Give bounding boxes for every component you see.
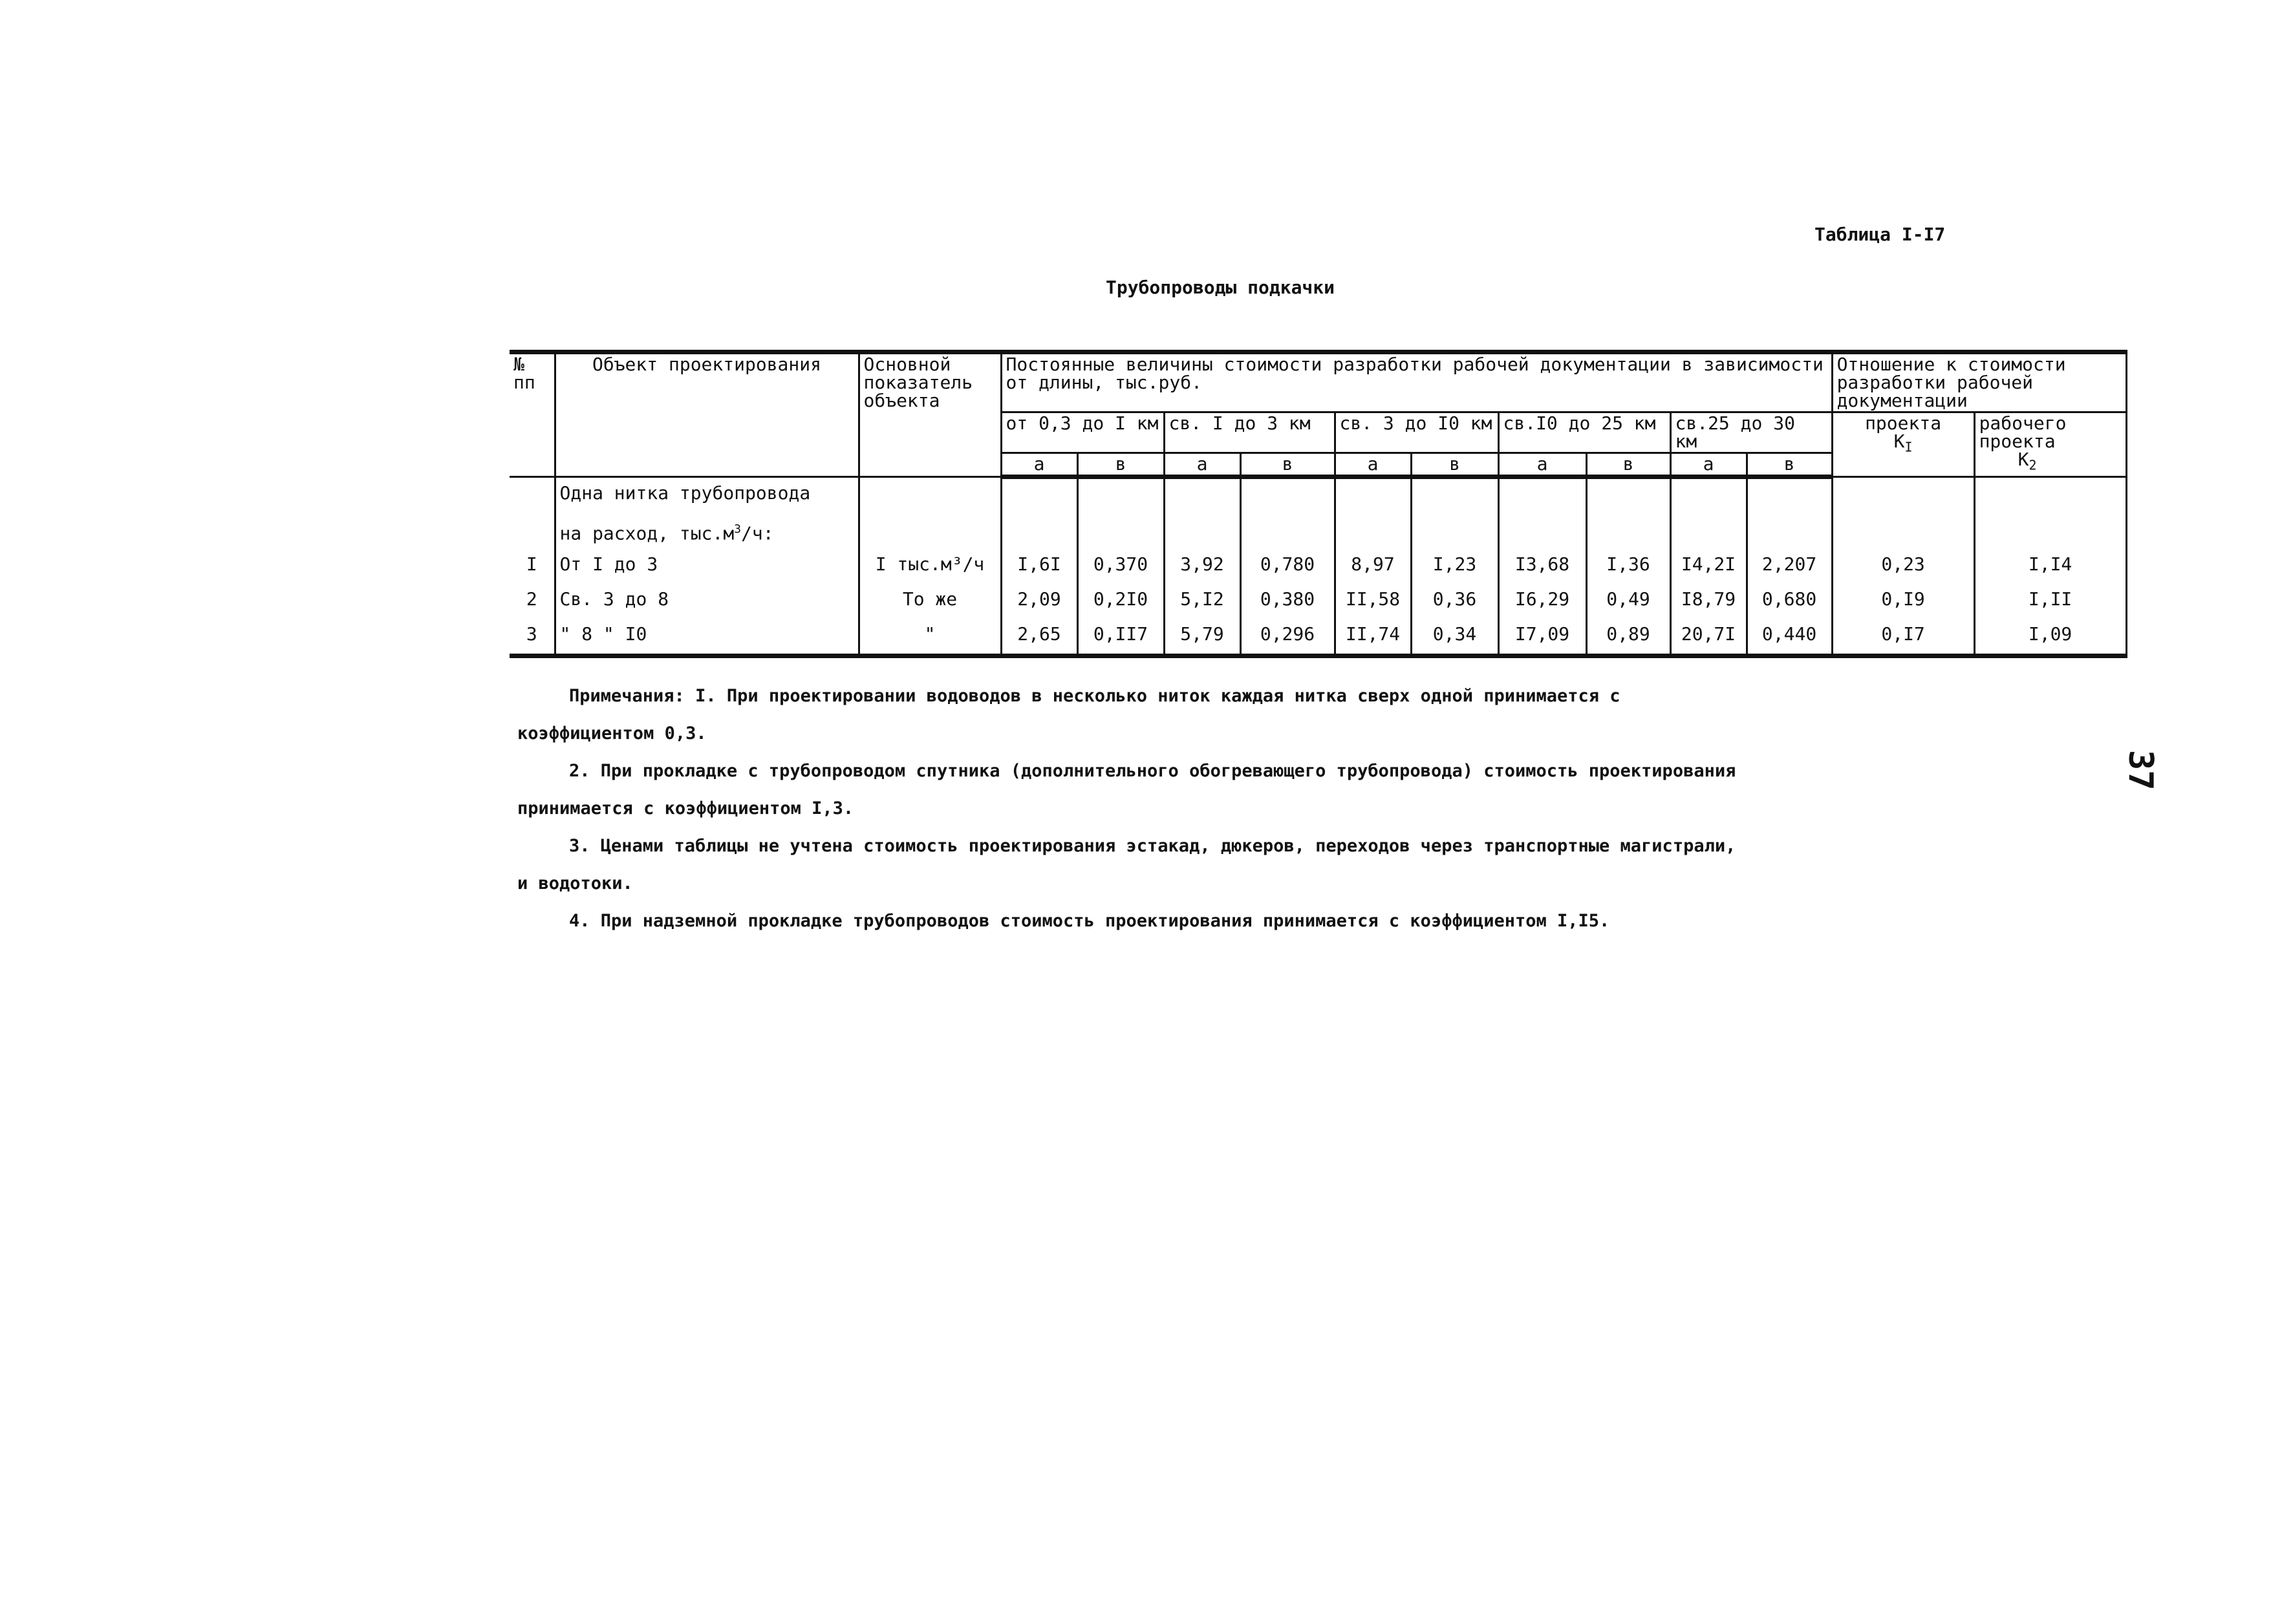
cell-value: 5,I2 <box>1164 584 1240 619</box>
cell-value: 0,370 <box>1077 549 1164 584</box>
header-a: а <box>1335 453 1411 477</box>
group-label-line1: Одна нитка трубопровода <box>555 477 859 515</box>
k2-subscript: 2 <box>2029 457 2037 473</box>
cell-value: 0,II7 <box>1077 619 1164 656</box>
table-row <box>510 619 2126 656</box>
header-a: а <box>1498 453 1586 477</box>
cell-value: 0,680 <box>1747 584 1832 619</box>
header-range-2: св. I до 3 км <box>1164 412 1335 453</box>
cell-value: II,74 <box>1335 619 1411 656</box>
header-range-4: св.I0 до 25 км <box>1498 412 1670 453</box>
cell-value: 0,36 <box>1411 584 1498 619</box>
cell-value: 5,79 <box>1164 619 1240 656</box>
k2-label: K <box>2018 449 2029 470</box>
cell-k1: 0,I7 <box>1832 619 1974 656</box>
table-header <box>510 352 2126 477</box>
header-a: а <box>1001 453 1077 477</box>
note-line: Примечания: I. При проектировании водоводов в несколько ниток каждая нитка сверх одной принимается с <box>569 686 1620 706</box>
cell-value: I3,68 <box>1498 549 1586 584</box>
cell-value: I4,2I <box>1670 549 1747 584</box>
cell-value: I,6I <box>1001 549 1077 584</box>
note-line: принимается с коэффициентом I,3. <box>517 798 854 818</box>
cell-value: 20,7I <box>1670 619 1747 656</box>
group-row-1 <box>510 477 2126 515</box>
cell-value: I,23 <box>1411 549 1498 584</box>
cost-table-container <box>510 350 2126 658</box>
header-range-3: св. 3 до I0 км <box>1335 412 1498 453</box>
table-body <box>510 477 2126 656</box>
header-object: Объект проектирования <box>555 352 859 477</box>
row-indicator: I тыс.м³/ч <box>859 549 1001 584</box>
cell-value: 2,65 <box>1001 619 1077 656</box>
group-label-line2 <box>555 514 859 549</box>
cell-value: 2,207 <box>1747 549 1832 584</box>
cell-value: 0,440 <box>1747 619 1832 656</box>
header-ratio-working <box>1974 412 2126 477</box>
cell-value: 0,2I0 <box>1077 584 1164 619</box>
cell-value: 0,380 <box>1240 584 1335 619</box>
note-line: 4. При надземной прокладке трубопроводов стоимость проектирования принимается с коэффициентом I,I5. <box>569 911 1610 931</box>
k1-subscript: I <box>1904 439 1913 455</box>
header-b: в <box>1411 453 1498 477</box>
row-indicator: " <box>859 619 1001 656</box>
table-label: Таблица I-I7 <box>1814 224 1946 245</box>
cell-value: 0,49 <box>1586 584 1670 619</box>
group-label-end: /ч: <box>741 522 774 544</box>
cell-value: I,36 <box>1586 549 1670 584</box>
header-constants: Постоянные величины стоимости разработки рабочей документации в зависимости от длины, тыс.руб. <box>1001 352 1832 412</box>
header-ratio: Отношение к стоимости разработки рабочей документации <box>1832 352 2126 412</box>
cell-k2: I,I4 <box>1974 549 2126 584</box>
cell-k1: 0,I9 <box>1832 584 1974 619</box>
cell-value: I7,09 <box>1498 619 1586 656</box>
header-num: № пп <box>510 352 555 477</box>
cell-value: 0,296 <box>1240 619 1335 656</box>
row-indicator: То же <box>859 584 1001 619</box>
group-label-text: на расход, тыс.м <box>559 522 735 544</box>
header-range-1: от 0,3 до I км <box>1001 412 1164 453</box>
row-num: 3 <box>510 619 555 656</box>
k1-label: K <box>1893 431 1905 452</box>
group-label-sup: 3 <box>734 522 742 536</box>
ratio-working-label: рабочего проекта <box>1979 412 2067 452</box>
row-num: I <box>510 549 555 584</box>
header-a: а <box>1670 453 1747 477</box>
cell-k2: I,09 <box>1974 619 2126 656</box>
cell-value: I8,79 <box>1670 584 1747 619</box>
header-indicator: Основной показатель объекта <box>859 352 1001 477</box>
row-object: Св. 3 до 8 <box>555 584 859 619</box>
note-line: 2. При прокладке с трубопроводом спутника (дополнительного обогревающего трубопровода) стоимость проектирования <box>569 761 1736 781</box>
table-row <box>510 549 2126 584</box>
row-object: " 8 " I0 <box>555 619 859 656</box>
row-object: От I до 3 <box>555 549 859 584</box>
group-row-2 <box>510 514 2126 549</box>
cell-value: II,58 <box>1335 584 1411 619</box>
cell-value: 0,89 <box>1586 619 1670 656</box>
header-a: а <box>1164 453 1240 477</box>
row-num: 2 <box>510 584 555 619</box>
cell-value: I6,29 <box>1498 584 1586 619</box>
ratio-project-label: проекта <box>1865 412 1942 434</box>
cost-table <box>510 350 2127 658</box>
cell-k2: I,II <box>1974 584 2126 619</box>
cell-value: 0,780 <box>1240 549 1335 584</box>
note-line: и водотоки. <box>517 873 633 893</box>
table-row <box>510 584 2126 619</box>
note-line: коэффициентом 0,3. <box>517 723 707 743</box>
notes <box>517 678 2037 940</box>
header-b: в <box>1240 453 1335 477</box>
header-b: в <box>1077 453 1164 477</box>
cell-value: 3,92 <box>1164 549 1240 584</box>
cell-value: 8,97 <box>1335 549 1411 584</box>
header-b: в <box>1747 453 1832 477</box>
table-title: Трубопроводы подкачки <box>1106 277 1335 298</box>
header-b: в <box>1586 453 1670 477</box>
header-ratio-project <box>1832 412 1974 477</box>
header-range-5: св.25 до 30 км <box>1670 412 1832 453</box>
note-line: 3. Ценами таблицы не учтена стоимость проектирования эстакад, дюкеров, переходов через транспортные магистрали, <box>569 836 1736 856</box>
cell-value: 2,09 <box>1001 584 1077 619</box>
cell-k1: 0,23 <box>1832 549 1974 584</box>
cell-value: 0,34 <box>1411 619 1498 656</box>
page-number: 37 <box>2121 750 2160 791</box>
